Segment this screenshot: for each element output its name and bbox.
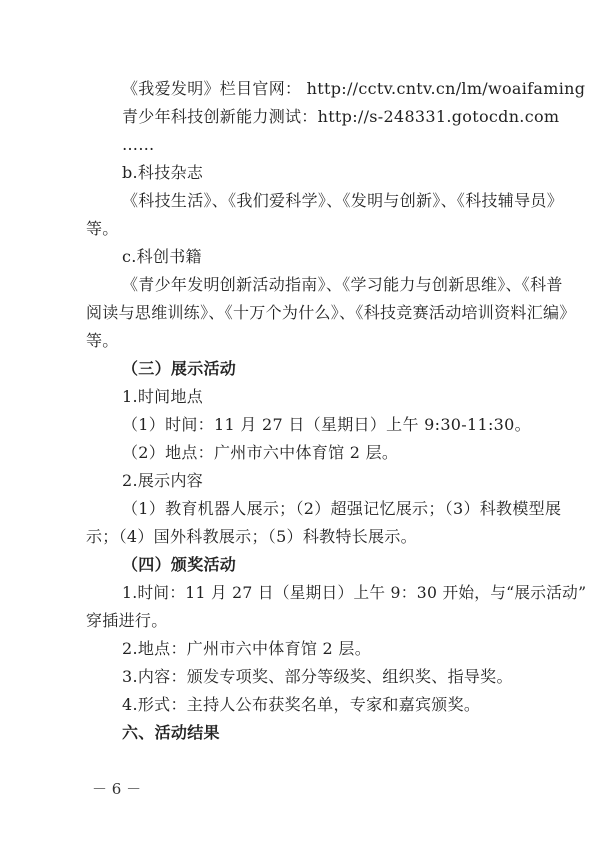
text-line-books-1: 《青少年发明创新活动指南》、《学习能力与创新思维》、《科普: [122, 275, 563, 294]
subheading-books: c.科创书籍: [122, 247, 202, 266]
text-line-award-content: 3.内容：颁发专项奖、部分等级奖、组织奖、指导奖。: [122, 667, 513, 686]
text-line-test-url: 青少年科技创新能力测试：http://s-248331.gotocdn.com: [122, 107, 560, 126]
section-heading-awards: （四）颁奖活动: [122, 555, 237, 574]
text-line-books-2: 阅读与思维训练》、《十万个为什么》、《科技竞赛活动培训资料汇编》: [86, 303, 576, 322]
text-line-award-time-1: 1.时间：11 月 27 日（星期日）上午 9：30 开始，与“展示活动”: [122, 583, 587, 602]
text-line-etc: 等。: [86, 331, 119, 350]
subheading-magazines: b.科技杂志: [122, 163, 204, 182]
text-line-content-1: （1）教育机器人展示；（2）超强记忆展示；（3）科教模型展: [122, 499, 562, 518]
section-heading-results: 六、活动结果: [122, 723, 220, 742]
page-number: － 6 －: [92, 780, 142, 798]
text-line-magazines: 《科技生活》、《我们爱科学》、《发明与创新》、《科技辅导员》: [122, 191, 564, 210]
text-line-place: （2）地点：广州市六中体育馆 2 层。: [122, 443, 399, 462]
text-line-time: （1）时间：11 月 27 日（星期日）上午 9:30-11:30。: [122, 415, 531, 434]
text-line-content-2: 示；（4）国外科教展示；（5）科教特长展示。: [86, 527, 417, 546]
text-line-ellipsis: ……: [122, 135, 155, 154]
subheading-exhibition-content: 2.展示内容: [122, 471, 204, 490]
text-line-website: 《我爱发明》栏目官网： http://cctv.cntv.cn/lm/woaifaming: [122, 79, 586, 98]
text-line-etc: 等。: [86, 219, 119, 238]
section-heading-exhibition: （三）展示活动: [122, 359, 237, 378]
text-line-award-place: 2.地点：广州市六中体育馆 2 层。: [122, 639, 372, 658]
text-line-award-format: 4.形式：主持人公布获奖名单，专家和嘉宾颁奖。: [122, 695, 481, 714]
subheading-time-place: 1.时间地点: [122, 387, 204, 406]
text-line-award-time-2: 穿插进行。: [86, 611, 168, 630]
